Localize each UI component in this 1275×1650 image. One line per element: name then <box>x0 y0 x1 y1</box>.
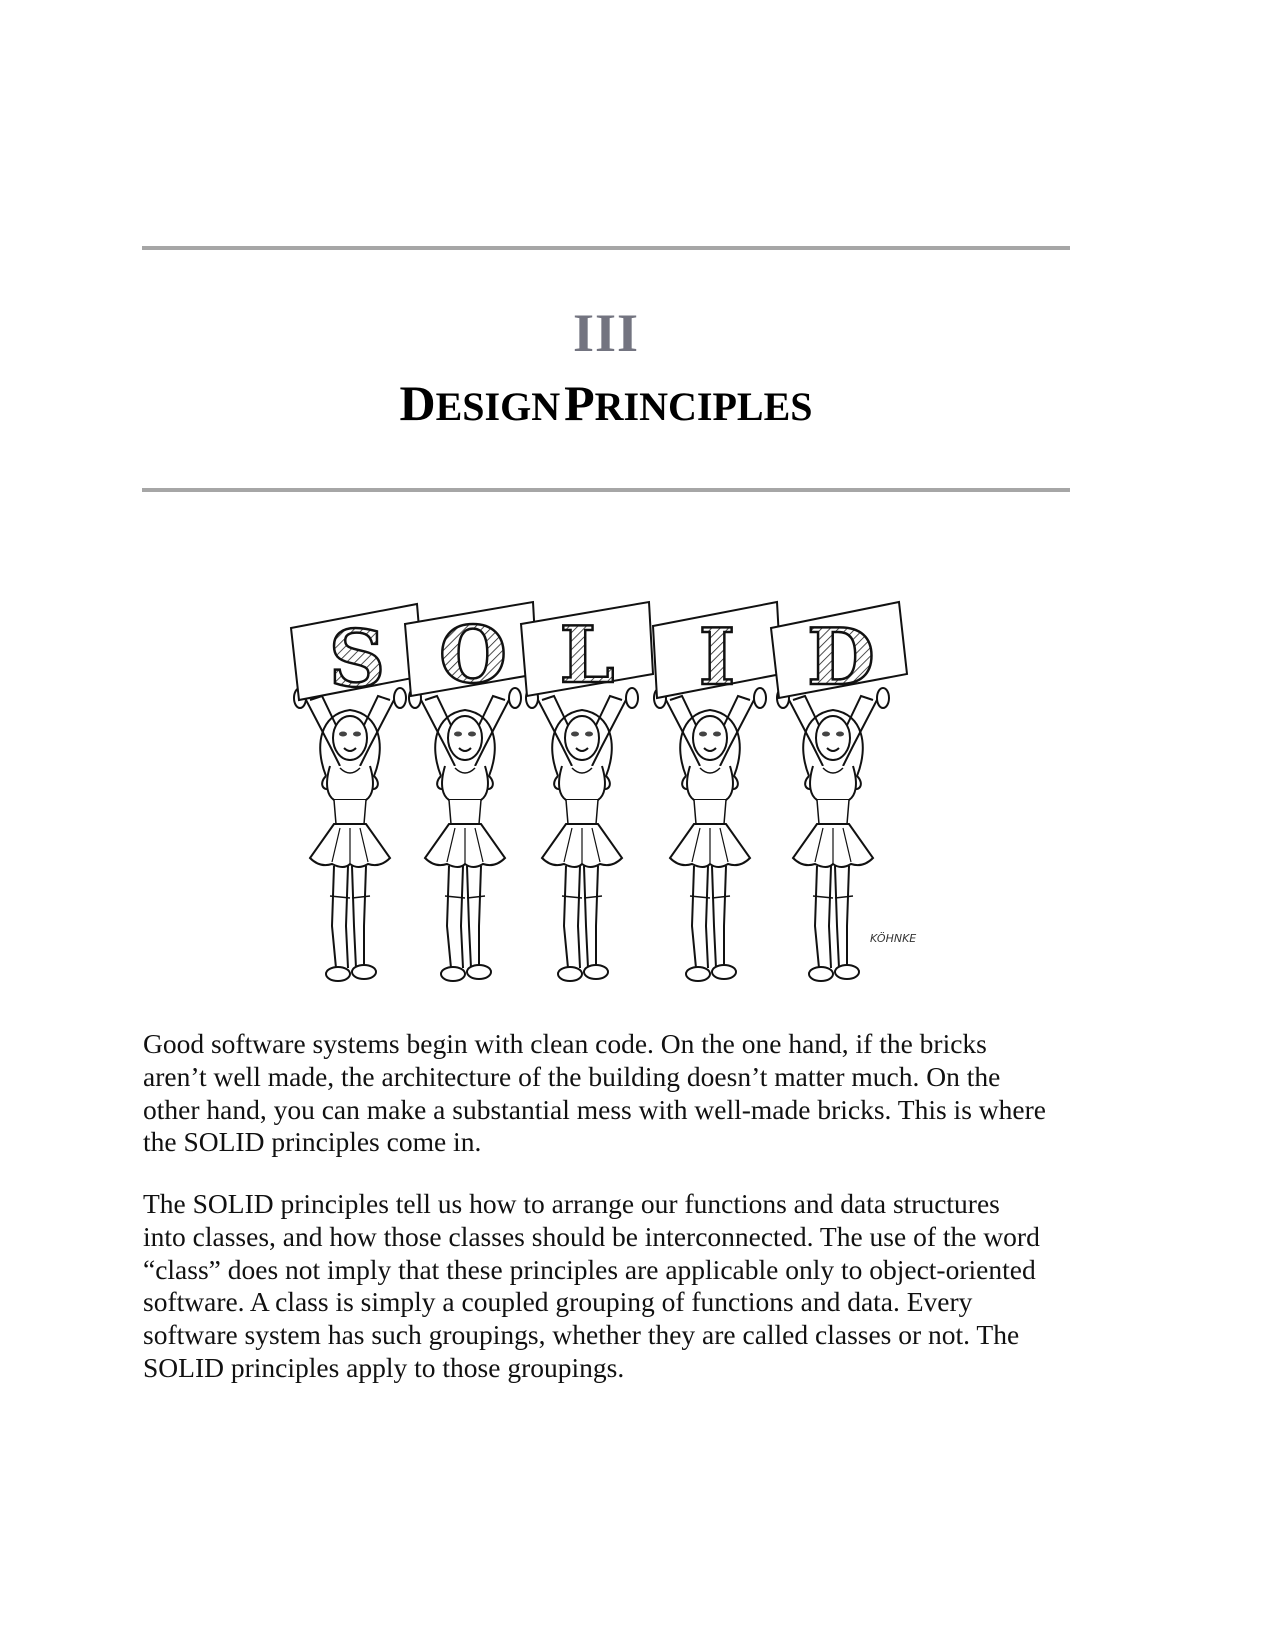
paragraph-2: The SOLID principles tell us how to arrange our functions and data structures into classes, and how those classes should be interconnected. The use of the word “class” does not imply that these principles are applicable only to object-oriented software. A class is simply a coupled grouping of functions and data. Every software system has such groupings, whether they are called classes or not. The SOLID principles apply to those groupings. <box>143 1188 1040 1383</box>
solid-cheerleaders-illustration <box>285 596 925 996</box>
part-title <box>0 375 1212 431</box>
title-word-design: ESIGN <box>435 384 561 429</box>
title-word-principles: RINCIPLES <box>594 384 813 429</box>
top-divider-rule <box>142 246 1070 250</box>
sign-letter-l: L <box>559 610 615 701</box>
sign-letter-d: D <box>807 612 875 703</box>
title-initial-p: P <box>564 375 595 431</box>
svg-text:KÖHNKE: KÖHNKE <box>870 932 917 945</box>
sign-letter-s: S <box>328 614 386 705</box>
part-number: III <box>572 303 640 363</box>
bottom-divider-rule <box>142 488 1070 492</box>
title-initial-d: D <box>399 375 436 431</box>
paragraph-1: Good software systems begin with clean code. On the one hand, if the bricks aren’t well made, the architecture of the building doesn’t matter much. On the other hand, you can make a substantial mess with well-made bricks. This is where the SOLID principles come in. <box>143 1028 1046 1158</box>
sign-letter-o: O <box>439 610 507 701</box>
sign-letter-i: I <box>698 612 736 703</box>
